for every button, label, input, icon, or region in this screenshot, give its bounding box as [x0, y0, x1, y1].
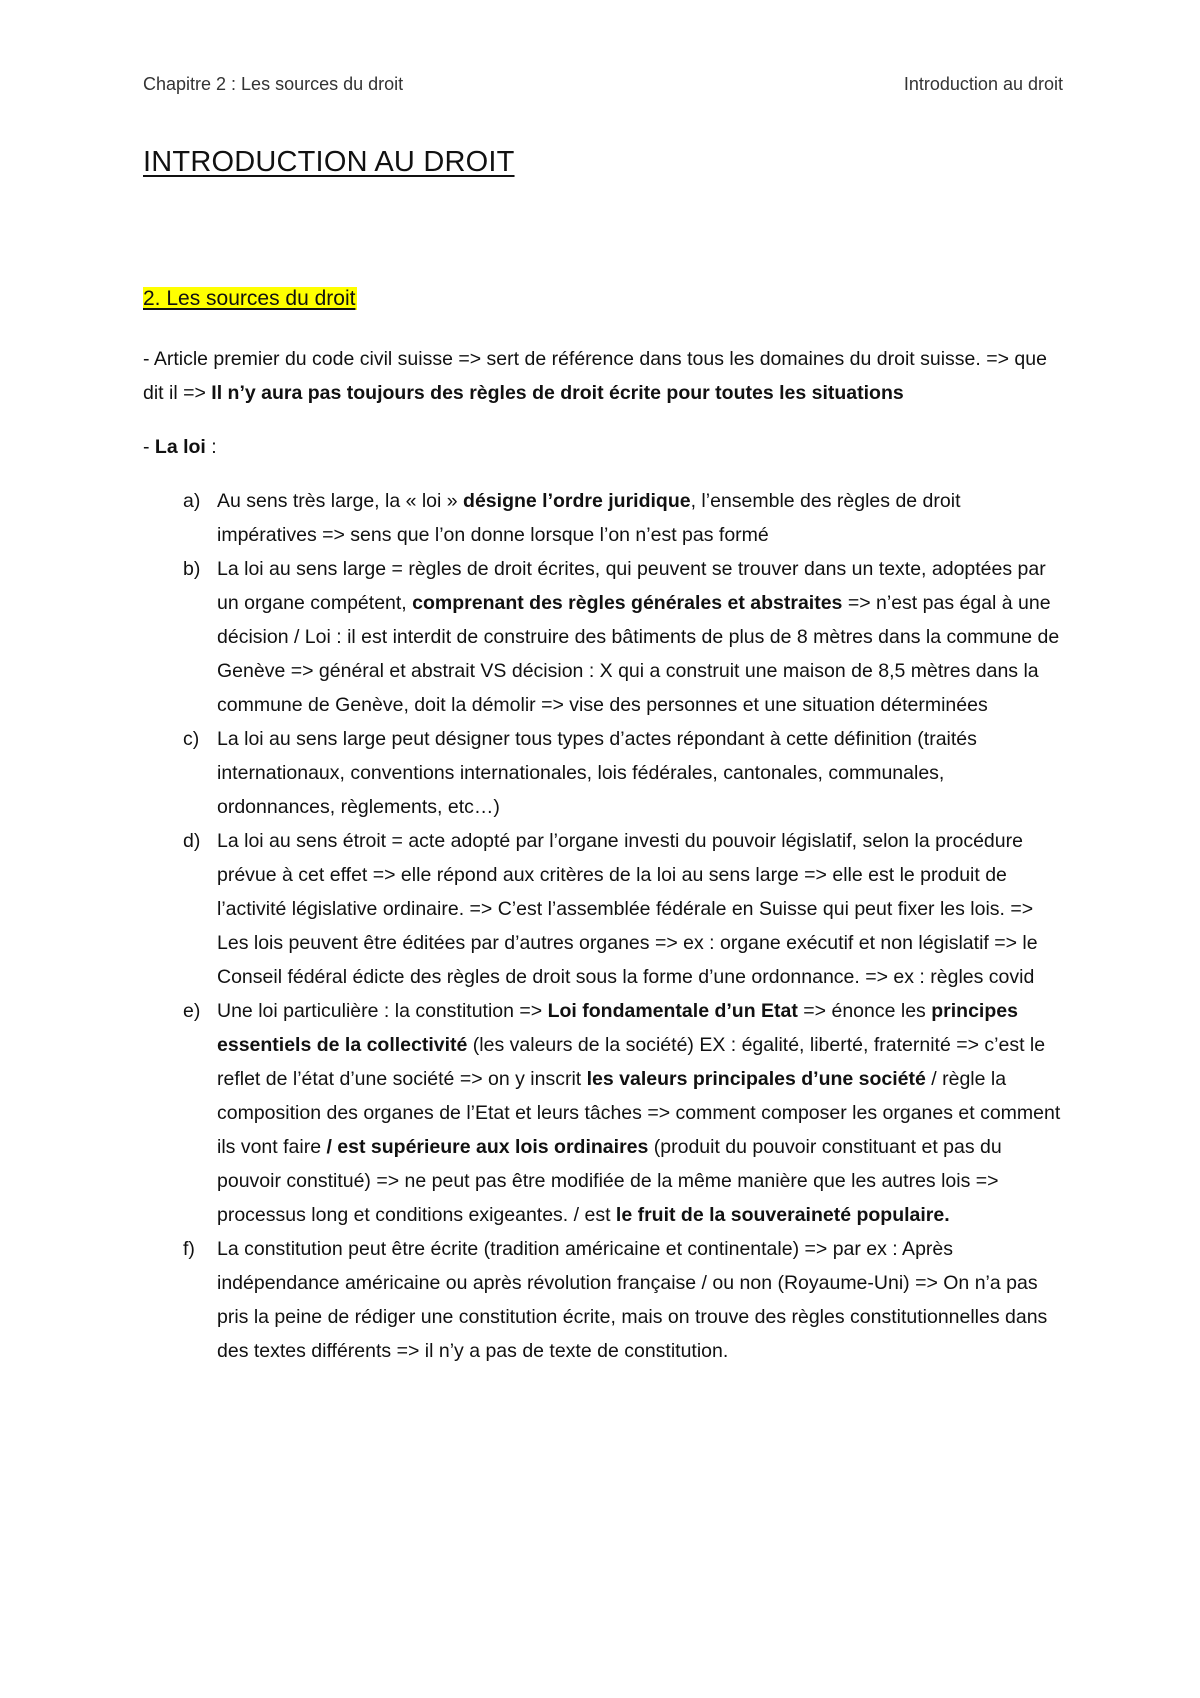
- list-item-e: [143, 994, 1063, 1232]
- list-item-a: [143, 484, 1063, 552]
- item-text: / règle la composition des organes de l’Etat et leurs tâches => comment composer les organes et comment ils vont faire: [217, 1068, 1061, 1158]
- list-marker: f): [183, 1238, 195, 1260]
- item-text: , l’ensemble des règles de droit impératives => sens que l’on donne lorsque l’on n’est pas formé: [217, 490, 961, 546]
- item-text: La loi au sens large peut désigner tous types d’actes répondant à cette définition (traités internationaux, conventions internationales, lois fédérales, cantonales, communales, ordonnances, règlements, etc…): [217, 728, 977, 818]
- item-bold: comprenant des règles générales et abstraites: [412, 592, 843, 614]
- loi-dash: -: [143, 436, 155, 458]
- running-header: [143, 74, 1063, 95]
- list-item-c: [143, 722, 1063, 824]
- item-text: Une loi particulière : la constitution =>: [217, 1000, 548, 1022]
- item-bold: les valeurs principales d’une société: [586, 1068, 926, 1090]
- section-heading-text: 2. Les sources du droit: [143, 287, 356, 310]
- header-chapter: Chapitre 2 : Les sources du droit: [143, 74, 404, 94]
- list-marker: c): [183, 728, 200, 750]
- list-marker: b): [183, 558, 201, 580]
- section-heading: [143, 287, 357, 311]
- intro-paragraph: [143, 342, 1063, 410]
- list-marker: d): [183, 830, 201, 852]
- header-course: Introduction au droit: [903, 74, 1063, 94]
- item-text: => n’est pas égal à une décision / Loi : il est interdit de construire des bâtiments de plus de 8 mètres dans la commune de Genève => général et abstrait VS décision : X qui a construit une maison de 8,5 mètres dans la commune de Genève, doit la démolir => vise des personnes et une situation déterminées: [217, 592, 1060, 716]
- loi-label: La loi: [154, 436, 206, 458]
- item-text: La constitution peut être écrite (tradition américaine et continentale) => par ex : Après indépendance américaine ou après révolution française / ou non (Royaume-Uni) => On n’a pas pris la peine de rédiger une constitution écrite, mais on trouve des règles constitutionnelles dans des textes différents => il n’y a pas de texte de constitution.: [217, 1238, 1048, 1362]
- intro-text: - Article premier du code civil suisse => sert de référence dans tous les domaines du droit suisse. => que dit il =>: [143, 348, 1047, 404]
- document-title: INTRODUCTION AU DROIT: [143, 146, 515, 178]
- item-bold: / est supérieure aux lois ordinaires: [326, 1136, 649, 1158]
- intro-bold: Il n’y aura pas toujours des règles de droit écrite pour toutes les situations: [211, 382, 904, 404]
- item-text: La loi au sens étroit = acte adopté par l’organe investi du pouvoir législatif, selon la procédure prévue à cet effet => elle répond aux critères de la loi au sens large => elle est le produit de l’activité législative ordinaire. => C’est l’assemblée fédérale en Suisse qui peut fixer les lois. => Les lois peuvent être éditées par d’autres organes => ex : organe exécutif et non législatif => le Conseil fédéral édicte des règles de droit sous la forme d’une ordonnance. => ex : règles covid: [217, 830, 1038, 988]
- list-item-f: [143, 1232, 1063, 1368]
- item-bold: désigne l’ordre juridique: [463, 490, 691, 512]
- loi-colon: :: [205, 436, 217, 458]
- item-text: Au sens très large, la « loi »: [217, 490, 464, 512]
- list-item-d: [143, 824, 1063, 994]
- body-text: [143, 342, 1063, 1368]
- list-marker: e): [183, 1000, 201, 1022]
- loi-definitions-list: [143, 484, 1063, 1368]
- item-bold: Loi fondamentale d’un Etat: [547, 1000, 798, 1022]
- item-bold: le fruit de la souveraineté populaire.: [615, 1204, 950, 1226]
- list-item-b: [143, 552, 1063, 722]
- list-marker: a): [183, 490, 201, 512]
- item-bold: principes essentiels de la collectivité: [217, 1000, 1018, 1056]
- item-text: La loi au sens large = règles de droit écrites, qui peuvent se trouver dans un texte, adoptées par un organe compétent,: [217, 558, 1046, 614]
- loi-heading: [143, 430, 1063, 464]
- item-text: (les valeurs de la société) EX : égalité, liberté, fraternité => c’est le reflet de l’état d’une société => on y inscrit: [217, 1034, 1046, 1090]
- item-text: (produit du pouvoir constituant et pas du pouvoir constitué) => ne peut pas être modifiée de la même manière que les autres lois => processus long et conditions exigeantes. / est: [217, 1136, 1002, 1226]
- item-text: => énonce les: [797, 1000, 932, 1022]
